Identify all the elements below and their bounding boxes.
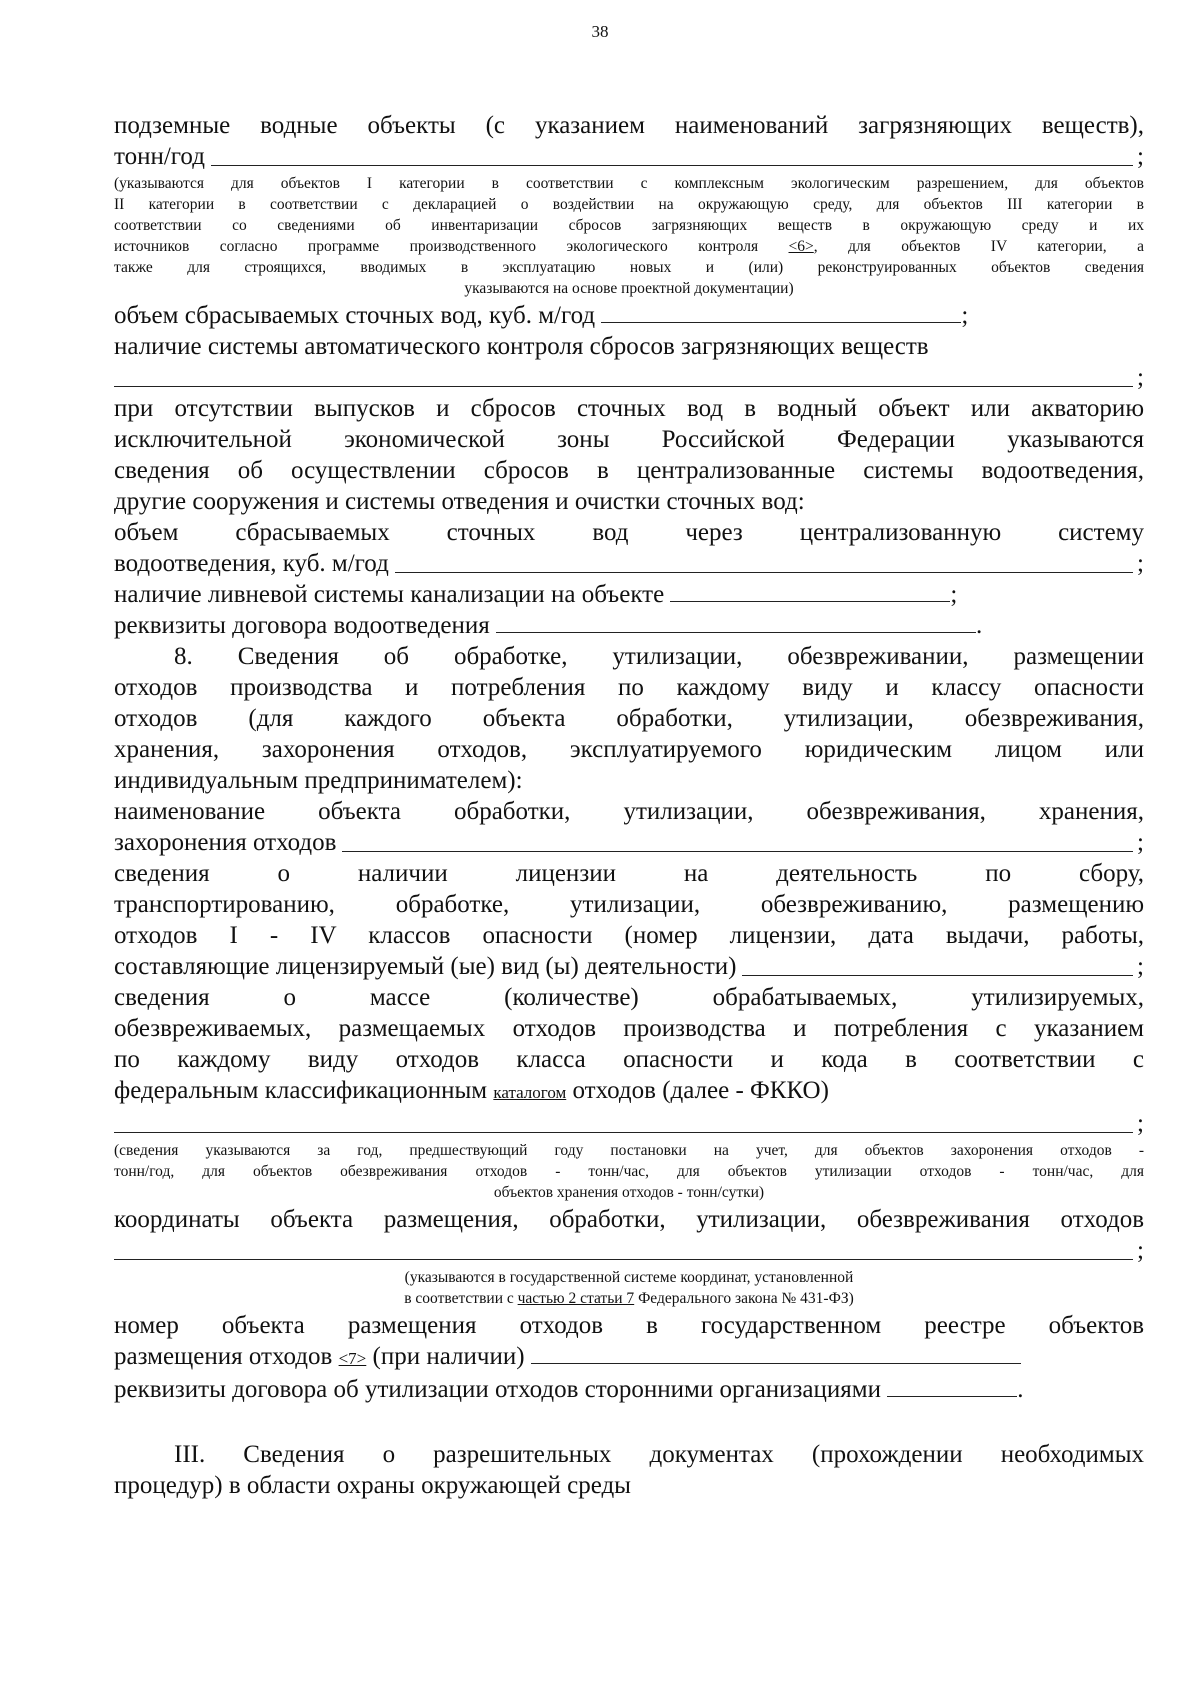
catalog-link[interactable]: каталогом	[493, 1083, 567, 1102]
storm-row: наличие ливневой системы канализации на объекте ;	[114, 581, 958, 608]
auto-control-row: ;	[114, 362, 1144, 393]
tons-per-year-label: тонн/год	[114, 143, 205, 170]
central-volume-row: водоотведения, куб. м/год ;	[114, 550, 1144, 577]
registry-field[interactable]	[531, 1341, 1021, 1364]
fkko-line: федеральным классификационным каталогом отходов (далее - ФККО)	[114, 1077, 829, 1104]
wastewater-volume-field[interactable]	[601, 300, 961, 323]
contract-row: реквизиты договора водоотведения .	[114, 612, 983, 639]
semicolon: ;	[1137, 143, 1144, 170]
coordinates-label: координаты объекта размещения, обработки, утилизации, обезвреживания отходов	[114, 1206, 1144, 1233]
registry-row: размещения отходов <7> (при наличии)	[114, 1341, 1144, 1374]
footnote-mass: (сведения указываются за год, предшествующий году постановки на учет, для объектов захоронения отходов - тонн/год, для объектов обезвреживания отходов - тонн/час, для объектов утилизации отходов - тонн/час, для объектов хранения отходов - тонн/сутки)	[114, 1142, 1144, 1201]
footnote-link-6[interactable]: <6>	[788, 238, 814, 255]
utilization-field[interactable]	[887, 1374, 1017, 1397]
storm-field[interactable]	[670, 579, 950, 602]
central-volume-field[interactable]	[395, 550, 1133, 573]
underground-water-line: подземные водные объекты (с указанием наименований загрязняющих веществ),	[114, 112, 1144, 139]
footnote-line-with-link: источников согласно программе производственного экологического контроля <6>, для объектов IV категории, а	[114, 238, 1144, 255]
auto-control-field[interactable]	[114, 364, 1133, 387]
license-row: составляющие лицензируемый (ые) вид (ы) деятельности) ;	[114, 953, 1144, 980]
mass-row: ;	[114, 1108, 1144, 1139]
utilization-row: реквизиты договора об утилизации отходов сторонними организациями .	[114, 1376, 1024, 1403]
coordinates-field[interactable]	[114, 1237, 1133, 1260]
facility-name-field[interactable]	[342, 829, 1133, 852]
footnote-coordinates: (указываются в государственной системе координат, установленной в соответствии с частью 2 статьи 7 Федерального закона № 431-ФЗ)	[404, 1269, 854, 1307]
page-number: 38	[591, 22, 609, 41]
page-content: подземные водные объекты (с указанием наименований загрязняющих веществ), тонн/год ; (указываются для объектов I категории в соответствии с комплексным экологическим разрешением, для объектов II категории в соответствии с декларацией о воздействии на окружающую среду, для объектов III категории в соответствии со сведениями об инвентаризации сбросов загрязняющих веществ в окружающую среду и их источников согласно программе производственного экологического контроля <6>, для объектов IV категории, а также для строящихся, вводимых в эксплуатацию новых и (или) реконструированных объектов сведения указываются на основе проектной документации) объем сбрасываемых сточных вод, куб. м/год ; наличие системы автоматического контроля сбросов загрязняющих веществ ; при отсутствии выпусков и сбросов сточных вод в водный объект или акваторию исключительной экономической зоны Российской Федерации указываются сведения об осуществлении сбросов в централизованные системы водоотведения, другие сооружения и системы отведения и очистки сточных вод: объем сбрасываемых сточных вод через централизованную систему водоотведения, куб. м/год ; наличие ливневой системы канализации на объекте ; реквизиты договора водоотведения . 8. Сведения об обработке, утилизации, обезвреживании, размещении отходов производства и потребления по каждому виду и классу опасности отходов (для каждого объекта обработки, утилизации, обезвреживания, хранения, захоронения отходов, эксплуатируемого юридическим лицом или индивидуальным предпринимателем): наименование объекта обработки, утилизации, обезвреживания, хранения, захоронения отходов ; сведения о наличии лицензии на деятельность по сбору, транспортированию, обработке, утилизации, обезвреживанию, размещению отходов I - IV классов опасности (номер лицензии, дата выдачи, работы, составляющие лицензируемый (ые) вид (ы) деятельности) ; сведения о массе (количестве) обрабатываемых, утилизируемых, обезвреживаемых, размещаемых отходов производства и потребления с указанием по каждому виду отходов класса опасности и кода в соответствии с федеральным классификационным каталогом отходов (далее - ФККО) ; (сведения указываются за год, предшествующий году постановки на учет, для объектов захоронения отходов - тонн/год, для объектов обезвреживания отходов - тонн/час, для объектов утилизации отходов - тонн/час, для объектов хранения отходов - тонн/сутки) координаты объекта размещения, обработки, утилизации, обезвреживания отходов ; (указываются в государственной системе координат, установленной в соответствии с частью 2 статьи 7 Федерального закона № 431-ФЗ) номер объекта размещения отходов в государственном реестре объектов размещения отходов <7> (при наличии) реквизиты договора об утилизации отходов сторонними организациями . III. Сведения о разрешительных документах (прохождении необходимых процедур) в области охраны окружающей среды	[114, 112, 1144, 1499]
contract-field[interactable]	[496, 610, 976, 633]
law-article-link[interactable]: частью 2 статьи 7	[517, 1290, 635, 1307]
license-field[interactable]	[742, 953, 1133, 976]
footnote-link-7[interactable]: <7>	[338, 1349, 367, 1368]
tons-per-year-row	[114, 141, 1144, 172]
facility-name-row: захоронения отходов ;	[114, 829, 1144, 856]
section3-heading: III. Сведения о разрешительных документах (прохождении необходимых	[174, 1441, 1144, 1468]
wastewater-volume-row: объем сбрасываемых сточных вод, куб. м/год ;	[114, 302, 969, 329]
auto-control-label: наличие системы автоматического контроля сбросов загрязняющих веществ	[114, 333, 929, 360]
tons-per-year-field[interactable]	[211, 143, 1133, 166]
coordinates-row: ;	[114, 1235, 1144, 1266]
section8-heading: 8. Сведения об обработке, утилизации, обезвреживании, размещении	[174, 643, 1144, 670]
mass-field[interactable]	[114, 1110, 1133, 1133]
section3-heading-cont: процедур) в области охраны окружающей среды	[114, 1472, 631, 1499]
footnote-discharge: (указываются для объектов I категории в соответствии с комплексным экологическим разрешением, для объектов II категории в соответствии с декларацией о воздействии на окружающую среду, для объектов III категории в соответствии со сведениями об инвентаризации сбросов загрязняющих веществ в окружающую среду и их источников согласно программе производственного экологического контроля <6>, для объектов IV категории, а также для строящихся, вводимых в эксплуатацию новых и (или) реконструированных объектов сведения указываются на основе проектной документации)	[114, 175, 1144, 297]
